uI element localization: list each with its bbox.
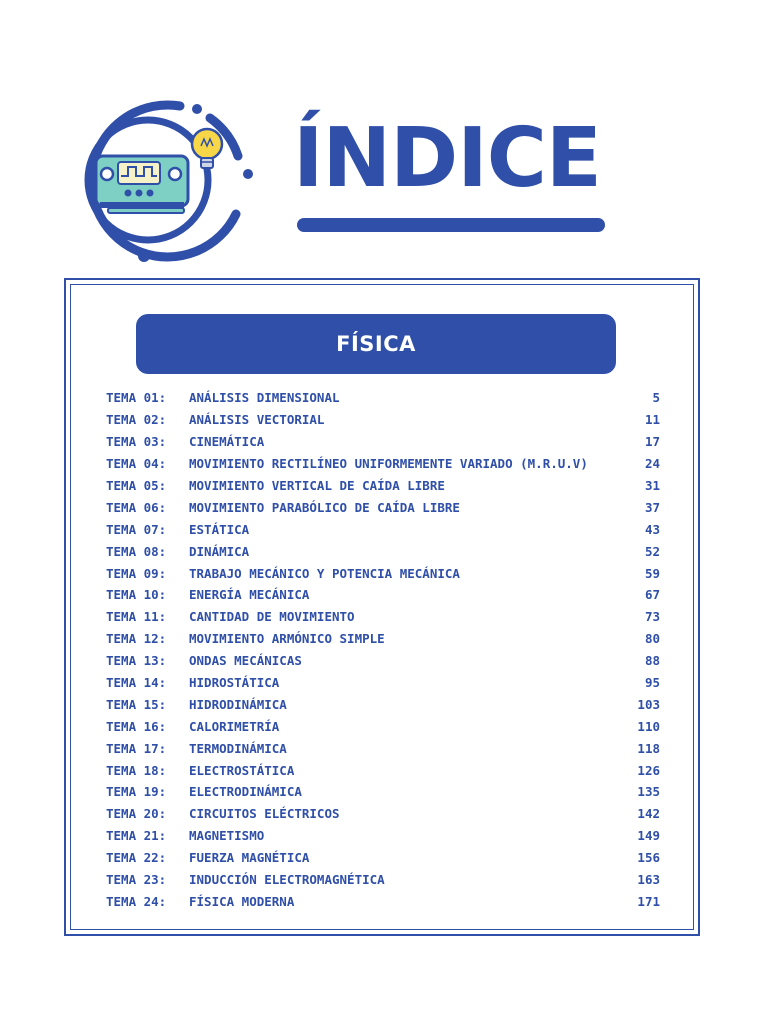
toc-item-title: MOVIMIENTO PARABÓLICO DE CAÍDA LIBRE [189, 499, 460, 515]
toc-item[interactable] [106, 496, 660, 518]
toc-item-page: 110 [637, 718, 660, 734]
toc-item[interactable] [106, 825, 660, 847]
toc-item-title: ONDAS MECÁNICAS [189, 653, 302, 669]
toc-item-number: TEMA 19: [106, 784, 167, 800]
toc-item-title: CALORIMETRÍA [189, 718, 280, 734]
toc-item-number: TEMA 14: [106, 675, 167, 691]
toc-item-page: 73 [644, 609, 660, 625]
toc-item-page: 24 [644, 456, 660, 472]
toc-item-title: DINÁMICA [189, 543, 250, 559]
section-banner [136, 314, 616, 374]
toc-item-page: 59 [644, 565, 660, 581]
table-of-contents [106, 387, 660, 912]
toc-item-number: TEMA 11: [106, 609, 167, 625]
toc-item-number: TEMA 17: [106, 740, 167, 756]
toc-item-number: TEMA 16: [106, 718, 167, 734]
toc-item-title: CINEMÁTICA [189, 434, 265, 450]
toc-item-page: 31 [644, 478, 660, 493]
toc-item-title: TRABAJO MECÁNICO Y POTENCIA MECÁNICA [189, 565, 460, 581]
toc-item-title: ESTÁTICA [189, 521, 250, 537]
toc-item[interactable] [106, 693, 660, 715]
toc-item-title: ENERGÍA MECÁNICA [189, 587, 310, 603]
toc-item-number: TEMA 23: [106, 872, 167, 888]
toc-item-page: 126 [637, 762, 660, 778]
toc-item[interactable] [106, 453, 660, 475]
toc-item[interactable] [106, 628, 660, 650]
oscilloscope-lightbulb-icon [60, 96, 260, 266]
toc-item-title: MOVIMIENTO RECTILÍNEO UNIFORMEMENTE VARIADO (M.R.U.V) [189, 456, 588, 472]
toc-item-title: MOVIMIENTO VERTICAL DE CAÍDA LIBRE [189, 478, 445, 493]
toc-item-page: 171 [637, 893, 660, 909]
toc-item-page: 118 [637, 740, 660, 756]
toc-item-number: TEMA 09: [106, 565, 167, 581]
toc-item[interactable] [106, 781, 660, 803]
toc-item-page: 11 [644, 412, 660, 428]
toc-item-page: 95 [644, 675, 660, 691]
toc-item[interactable] [106, 562, 660, 584]
toc-item-number: TEMA 20: [106, 806, 167, 822]
toc-item-page: 80 [644, 631, 660, 647]
toc-item-number: TEMA 21: [106, 828, 167, 844]
toc-item-page: 52 [644, 543, 660, 559]
section-title: FÍSICA [336, 332, 416, 356]
toc-item[interactable] [106, 847, 660, 869]
toc-item-title: FUERZA MAGNÉTICA [189, 850, 310, 866]
toc-item-title: MOVIMIENTO ARMÓNICO SIMPLE [189, 631, 385, 647]
toc-item-number: TEMA 22: [106, 850, 167, 866]
toc-item-page: 37 [644, 499, 660, 515]
toc-item-number: TEMA 03: [106, 434, 167, 450]
toc-item-number: TEMA 07: [106, 521, 167, 537]
toc-item-number: TEMA 04: [106, 456, 167, 472]
toc-item-number: TEMA 08: [106, 543, 167, 559]
toc-item-page: 103 [637, 696, 660, 712]
toc-item-title: ANÁLISIS VECTORIAL [189, 412, 325, 428]
toc-item-title: ANÁLISIS DIMENSIONAL [189, 390, 340, 406]
toc-item[interactable] [106, 650, 660, 672]
toc-item[interactable] [106, 759, 660, 781]
toc-item[interactable] [106, 803, 660, 825]
toc-item-title: TERMODINÁMICA [189, 740, 287, 756]
toc-item-title: MAGNETISMO [189, 828, 265, 844]
toc-item-page: 17 [644, 434, 660, 450]
toc-item[interactable] [106, 409, 660, 431]
toc-item[interactable] [106, 540, 660, 562]
toc-item-title: INDUCCIÓN ELECTROMAGNÉTICA [189, 872, 385, 888]
toc-item-number: TEMA 12: [106, 631, 167, 647]
toc-item-page: 67 [644, 587, 660, 603]
toc-item-title: CANTIDAD DE MOVIMIENTO [189, 609, 355, 625]
toc-item[interactable] [106, 737, 660, 759]
toc-item-title: ELECTRODINÁMICA [189, 784, 302, 800]
toc-item-page: 142 [637, 806, 660, 822]
toc-item-number: TEMA 18: [106, 762, 167, 778]
toc-item-title: HIDROSTÁTICA [189, 675, 280, 691]
toc-item-page: 156 [637, 850, 660, 866]
toc-item-page: 149 [637, 828, 660, 844]
title-underline [297, 218, 605, 232]
toc-item[interactable] [106, 606, 660, 628]
toc-item-page: 135 [637, 784, 660, 800]
toc-item[interactable] [106, 869, 660, 891]
toc-item-number: TEMA 02: [106, 412, 167, 428]
toc-item-number: TEMA 24: [106, 893, 167, 909]
toc-item-title: ELECTROSTÁTICA [189, 762, 295, 778]
toc-item[interactable] [106, 890, 660, 912]
toc-item[interactable] [106, 431, 660, 453]
toc-item[interactable] [106, 518, 660, 540]
toc-item-number: TEMA 15: [106, 696, 167, 712]
toc-item-title: CIRCUITOS ELÉCTRICOS [189, 806, 340, 822]
toc-item-page: 43 [644, 521, 660, 537]
page-title: ÍNDICE [293, 111, 601, 206]
toc-item[interactable] [106, 387, 660, 409]
toc-item-title: FÍSICA MODERNA [189, 893, 295, 909]
toc-item[interactable] [106, 715, 660, 737]
toc-item-page: 163 [637, 872, 660, 888]
toc-item-page: 88 [644, 653, 660, 669]
toc-item[interactable] [106, 584, 660, 606]
toc-item-page: 5 [652, 390, 660, 406]
toc-item[interactable] [106, 672, 660, 694]
toc-item-number: TEMA 05: [106, 478, 167, 493]
toc-item-number: TEMA 01: [106, 390, 167, 406]
toc-item[interactable] [106, 475, 660, 497]
toc-item-title: HIDRODINÁMICA [189, 696, 287, 712]
toc-item-number: TEMA 10: [106, 587, 167, 603]
toc-item-number: TEMA 13: [106, 653, 167, 669]
toc-item-number: TEMA 06: [106, 499, 167, 515]
